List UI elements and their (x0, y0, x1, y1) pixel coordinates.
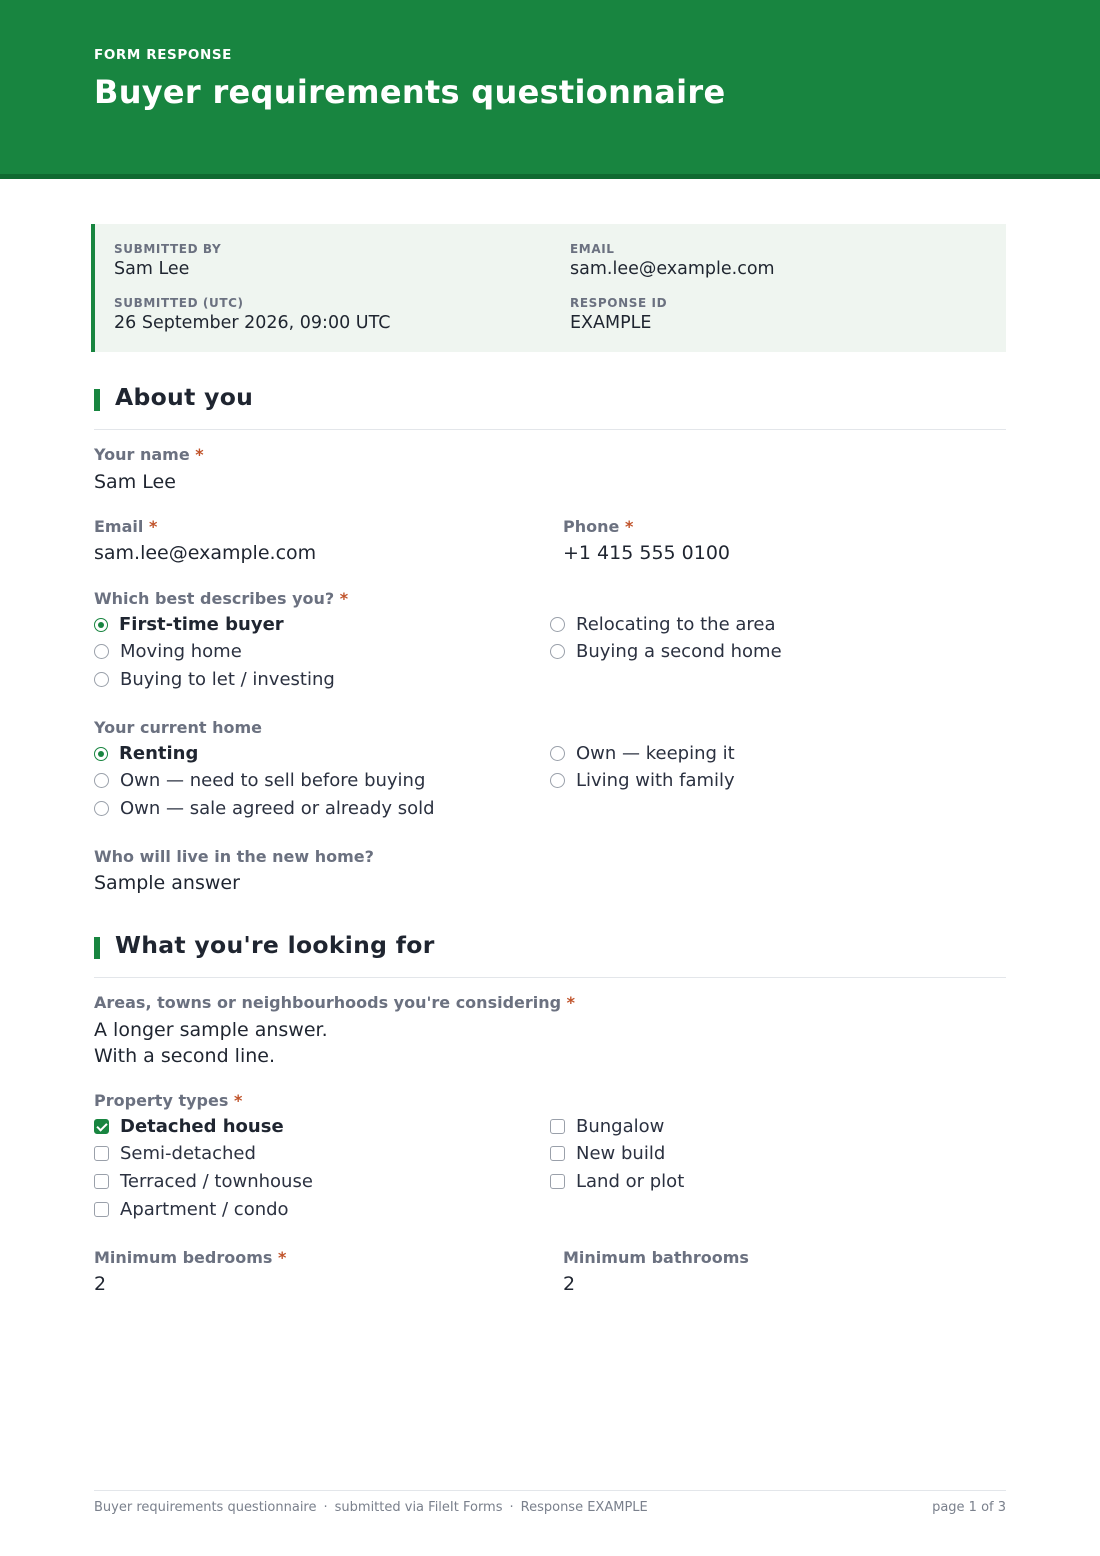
option-label: Renting (119, 743, 199, 764)
field-label-areas (94, 993, 575, 1012)
field-label-describes (94, 589, 348, 608)
required-marker: * (339, 589, 349, 608)
option-label: First-time buyer (119, 614, 284, 635)
meta-submitted-by (114, 242, 221, 279)
field-label-min-bathrooms (563, 1248, 749, 1267)
option-terraced (94, 1172, 313, 1192)
label-text: Areas, towns or neighbourhoods you're considering (94, 993, 562, 1012)
label-text: Minimum bathrooms (563, 1248, 749, 1267)
required-marker: * (195, 445, 204, 464)
value-line: With a second line. (94, 1045, 275, 1067)
checkbox-icon (94, 1202, 109, 1217)
option-land-plot (550, 1172, 684, 1192)
field-label-name (94, 445, 204, 464)
radio-icon (550, 617, 565, 632)
option-moving-home (94, 642, 242, 662)
field-label-email (94, 517, 157, 536)
option-apartment (94, 1200, 289, 1220)
field-value-email: sam.lee@example.com (94, 542, 317, 564)
required-marker: * (624, 517, 634, 536)
meta-value: Sam Lee (114, 259, 190, 279)
footer-page-number: page 1 of 3 (932, 1500, 1006, 1515)
label-text: Your name (94, 445, 190, 464)
option-semi-detached (94, 1144, 256, 1164)
label-text: Who will live in the new home? (94, 847, 374, 866)
field-label-current-home (94, 718, 262, 737)
option-detached-house (94, 1117, 284, 1137)
meta-value: EXAMPLE (570, 313, 652, 333)
footer-info (94, 1500, 648, 1515)
section-about-you (94, 383, 1006, 430)
option-label: Apartment / condo (120, 1199, 289, 1220)
meta-label: RESPONSE ID (570, 296, 668, 310)
radio-icon (550, 773, 565, 788)
option-label: New build (576, 1143, 666, 1164)
required-marker: * (278, 1248, 287, 1267)
checkbox-icon (550, 1119, 565, 1134)
option-label: Living with family (576, 770, 735, 791)
label-text: Phone (563, 517, 620, 536)
option-label: Buying a second home (576, 641, 782, 662)
checkbox-icon (94, 1146, 109, 1161)
option-new-build (550, 1144, 665, 1164)
form-title: Buyer requirements questionnaire (94, 73, 726, 111)
field-value-name: Sam Lee (94, 471, 176, 493)
section-title: About you (115, 383, 254, 411)
section-accent-bar (94, 389, 100, 411)
required-marker: * (566, 993, 576, 1012)
option-label: Moving home (120, 641, 242, 662)
option-own-need-sell (94, 771, 425, 791)
radio-icon (94, 644, 109, 659)
option-own-sale-agreed (94, 799, 435, 819)
radio-selected-icon (94, 747, 108, 761)
field-label-min-bedrooms (94, 1248, 286, 1267)
section-looking-for (94, 931, 1006, 978)
option-second-home (550, 642, 782, 662)
option-label: Own — sale agreed or already sold (120, 798, 435, 819)
page-footer (94, 1490, 1006, 1521)
option-own-keeping (550, 744, 735, 764)
option-bungalow (550, 1117, 664, 1137)
radio-selected-icon (94, 618, 108, 632)
section-title: What you're looking for (115, 931, 435, 959)
label-text: Minimum bedrooms (94, 1248, 273, 1267)
footer-response: Response EXAMPLE (520, 1500, 648, 1515)
label-text: Property types (94, 1091, 229, 1110)
meta-response-id (570, 296, 667, 333)
submission-meta (91, 224, 1006, 352)
field-label-property-types (94, 1091, 242, 1110)
footer-separator: · (323, 1500, 328, 1515)
meta-email (570, 242, 775, 279)
radio-icon (94, 773, 109, 788)
value-line: A longer sample answer. (94, 1019, 328, 1041)
meta-value: 26 September 2026, 09:00 UTC (114, 313, 391, 333)
option-label: Terraced / townhouse (120, 1171, 313, 1192)
option-label: Relocating to the area (576, 614, 776, 635)
field-label-phone (563, 517, 633, 536)
required-marker: * (233, 1091, 243, 1110)
checkbox-icon (550, 1146, 565, 1161)
option-renting (94, 744, 198, 764)
option-label: Bungalow (576, 1116, 665, 1137)
field-label-who-live (94, 847, 374, 866)
meta-label: EMAIL (570, 242, 615, 256)
option-first-time-buyer (94, 615, 284, 635)
option-label: Own — keeping it (576, 743, 735, 764)
option-label: Buying to let / investing (120, 669, 335, 690)
required-marker: * (148, 517, 158, 536)
label-text: Email (94, 517, 144, 536)
label-text: Your current home (94, 718, 262, 737)
option-living-family (550, 771, 735, 791)
field-value-min-bedrooms: 2 (94, 1273, 107, 1295)
meta-label: SUBMITTED (UTC) (114, 296, 244, 310)
footer-separator: · (509, 1500, 514, 1515)
field-value-min-bathrooms: 2 (563, 1273, 576, 1295)
field-value-who-live: Sample answer (94, 872, 240, 894)
label-text: Which best describes you? (94, 589, 335, 608)
radio-icon (94, 672, 109, 687)
section-accent-bar (94, 937, 100, 959)
footer-form-name: Buyer requirements questionnaire (94, 1500, 317, 1515)
checkbox-checked-icon (94, 1119, 109, 1134)
meta-label: SUBMITTED BY (114, 242, 222, 256)
meta-submitted-utc (114, 296, 390, 333)
checkbox-icon (94, 1174, 109, 1189)
option-buying-to-let (94, 670, 335, 690)
radio-icon (94, 801, 109, 816)
form-header (0, 0, 1100, 179)
radio-icon (550, 644, 565, 659)
option-label: Detached house (120, 1116, 284, 1137)
option-label: Land or plot (576, 1171, 685, 1192)
field-value-phone: +1 415 555 0100 (563, 542, 731, 564)
footer-via: submitted via FileIt Forms (334, 1500, 503, 1515)
checkbox-icon (550, 1174, 565, 1189)
option-label: Semi-detached (120, 1143, 256, 1164)
form-eyebrow: FORM RESPONSE (94, 47, 232, 63)
field-value-areas (94, 1017, 328, 1069)
option-label: Own — need to sell before buying (120, 770, 426, 791)
radio-icon (550, 746, 565, 761)
meta-value: sam.lee@example.com (570, 259, 775, 279)
option-relocating (550, 615, 776, 635)
